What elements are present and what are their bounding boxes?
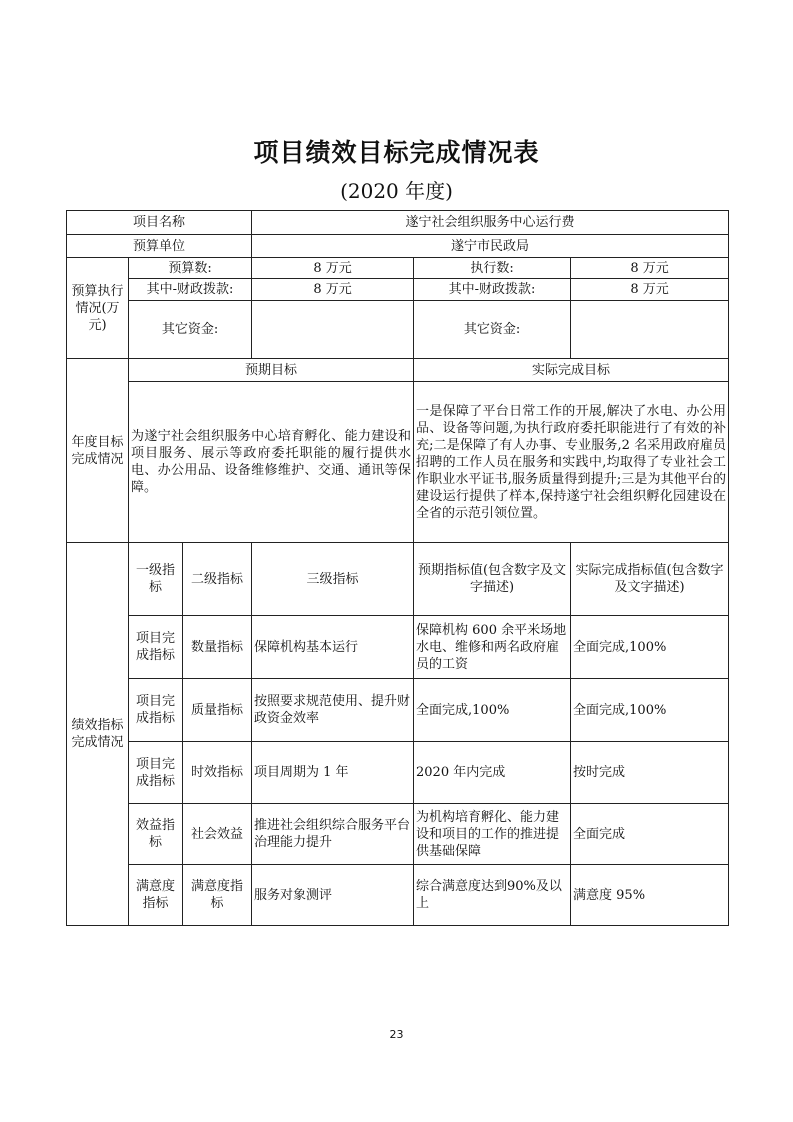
performance-section-label: 绩效指标完成情况 [67,543,129,926]
budget-unit-row [67,235,729,258]
budget-row-1 [67,258,729,279]
actual-goal-text: 一是保障了平台日常工作的开展,解决了水电、办公用品、设备等问题,为执行政府委托职能进行了有效的补充;二是保障了有人办事、专业服务,2 名采用政府雇员招聘的工作人员在服务和实践中,均取得了专业社会工作职业水平证书,服务质量得到提升;三是为其他平台的建设运行提供了样本,保持遂宁社会组织孵化园建设在全省的示范引领位置。 [414,382,729,543]
budget-row-2 [67,279,729,301]
other-funds-value-2 [571,301,729,359]
level2-header: 二级指标 [183,543,252,616]
level3-cell: 服务对象测评 [252,865,414,926]
budget-section-label: 预算执行情况(万元) [67,258,129,359]
budget-unit-label: 预算单位 [67,235,252,258]
actual-value-cell: 满意度 95% [571,865,729,926]
page-title: 项目绩效目标完成情况表 [253,138,540,167]
table-row [67,742,729,804]
project-name-label: 项目名称 [67,211,252,235]
annual-header-row [67,359,729,382]
other-funds-value [252,301,414,359]
level1-header: 一级指标 [129,543,183,616]
actual-goal-header: 实际完成目标 [414,359,729,382]
level3-header: 三级指标 [252,543,414,616]
level3-cell: 按照要求规范使用、提升财政资金效率 [252,679,414,742]
page-number: 23 [389,1028,404,1041]
level2-cell: 质量指标 [183,679,252,742]
actual-value-cell: 全面完成 [571,804,729,865]
expected-goal-text: 为遂宁社会组织服务中心培育孵化、能力建设和项目服务、展示等政府委托职能的履行提供水电、办公用品、设备维修维护、交通、通讯等保障。 [129,382,414,543]
other-funds-label: 其它资金: [129,301,252,359]
budget-amount-label: 预算数: [129,258,252,279]
level2-cell: 满意度指标 [183,865,252,926]
level1-cell: 项目完成指标 [129,679,183,742]
budget-unit-value: 遂宁市民政局 [252,235,729,258]
expected-value-cell: 2020 年内完成 [414,742,571,804]
project-name-value: 遂宁社会组织服务中心运行费 [252,211,729,235]
fiscal-allocation-label: 其中-财政拨款: [129,279,252,301]
fiscal-allocation-label-2: 其中-财政拨款: [414,279,571,301]
actual-value-header: 实际完成指标值(包含数字及文字描述) [571,543,729,616]
expected-goal-header: 预期目标 [129,359,414,382]
other-funds-label-2: 其它资金: [414,301,571,359]
level3-cell: 项目周期为 1 年 [252,742,414,804]
level2-cell: 时效指标 [183,742,252,804]
fiscal-allocation-value: 8 万元 [252,279,414,301]
expected-value-header: 预期指标值(包含数字及文字描述) [414,543,571,616]
level3-cell: 推进社会组织综合服务平台治理能力提升 [252,804,414,865]
expected-value-cell: 全面完成,100% [414,679,571,742]
level3-cell: 保障机构基本运行 [252,616,414,679]
level1-cell: 项目完成指标 [129,616,183,679]
table-row [67,679,729,742]
annual-section-label: 年度目标完成情况 [67,359,129,543]
table-row [67,865,729,926]
level2-cell: 数量指标 [183,616,252,679]
performance-table [66,210,729,926]
executed-amount-value: 8 万元 [571,258,729,279]
fiscal-allocation-value-2: 8 万元 [571,279,729,301]
budget-row-3 [67,301,729,359]
expected-value-cell: 综合满意度达到90%及以上 [414,865,571,926]
budget-amount-value: 8 万元 [252,258,414,279]
actual-value-cell: 全面完成,100% [571,679,729,742]
executed-amount-label: 执行数: [414,258,571,279]
project-name-row [67,211,729,235]
level1-cell: 满意度指标 [129,865,183,926]
level1-cell: 效益指标 [129,804,183,865]
level1-cell: 项目完成指标 [129,742,183,804]
table-row [67,616,729,679]
actual-value-cell: 全面完成,100% [571,616,729,679]
level2-cell: 社会效益 [183,804,252,865]
annual-content-row [67,382,729,543]
indicator-header-row [67,543,729,616]
expected-value-cell: 为机构培育孵化、能力建设和项目的工作的推进提供基础保障 [414,804,571,865]
actual-value-cell: 按时完成 [571,742,729,804]
expected-value-cell: 保障机构 600 余平米场地水电、维修和两名政府雇员的工资 [414,616,571,679]
table-row [67,804,729,865]
page-subtitle: (2020 年度) [340,179,453,203]
